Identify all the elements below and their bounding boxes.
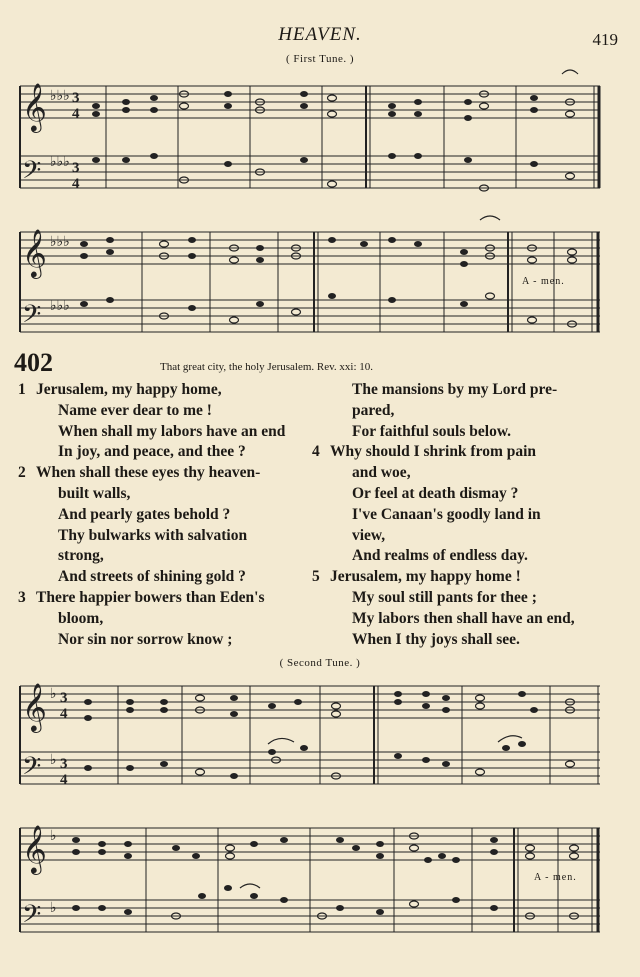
- svg-text:♭♭♭: ♭♭♭: [50, 235, 70, 250]
- verse-line: [312, 401, 604, 422]
- verse-line: [312, 484, 604, 505]
- verses-right-column: [312, 380, 604, 650]
- stanza-number: 2: [18, 464, 26, 482]
- stanza-number: [312, 463, 330, 484]
- verse-line: [18, 463, 308, 484]
- stanza-number: [312, 401, 330, 422]
- verse-text: Or feel at death dismay ?: [352, 484, 519, 502]
- verse-line: [18, 588, 308, 609]
- verse-text: My soul still pants for thee ;: [352, 588, 537, 606]
- stanza-number: [312, 609, 330, 630]
- verse-text: view,: [352, 526, 386, 544]
- svg-text:♭♭♭: ♭♭♭: [50, 89, 70, 104]
- svg-text:𝄢: 𝄢: [22, 753, 42, 786]
- second-tune-label: ( Second Tune. ): [279, 657, 361, 669]
- svg-text:♭♭♭: ♭♭♭: [50, 299, 70, 314]
- stanza-number: [18, 484, 36, 505]
- verse-text: There happier bowers than Eden's: [36, 588, 265, 606]
- first-tune-amen: A - men.: [522, 276, 565, 287]
- stanza-number: [312, 546, 330, 567]
- verse-line: [18, 442, 308, 463]
- verse-text: Jerusalem, my happy home !: [330, 568, 521, 586]
- stanza-number: 3: [18, 588, 26, 606]
- stanza-number: [312, 422, 330, 443]
- verse-line: [18, 380, 308, 401]
- verse-text: I've Canaan's goodly land in: [352, 505, 541, 523]
- svg-text:4: 4: [60, 772, 68, 788]
- stanza-number: [312, 588, 330, 609]
- svg-text:3: 3: [72, 160, 80, 176]
- verse-text: My labors then shall have an end,: [352, 609, 575, 627]
- page-number: 419: [592, 30, 618, 49]
- verse-line: [312, 588, 604, 609]
- stanza-number: [18, 422, 36, 443]
- svg-text:4: 4: [60, 706, 68, 722]
- stanza-number: [18, 442, 36, 463]
- verse-text: Why should I shrink from pain: [330, 443, 537, 461]
- svg-text:𝄢: 𝄢: [22, 301, 42, 334]
- stanza-number: [18, 546, 36, 567]
- music-system-1: [14, 66, 604, 208]
- verse-line: [312, 380, 604, 401]
- verse-line: [18, 422, 308, 443]
- svg-text:𝄢: 𝄢: [22, 901, 42, 934]
- verse-line: [18, 567, 308, 588]
- music-notation: [14, 212, 604, 350]
- verse-line: [18, 401, 308, 422]
- verse-line: [312, 463, 604, 484]
- stanza-number: 5: [312, 568, 320, 586]
- stanza-number: [312, 380, 330, 401]
- second-tune-amen: A - men.: [534, 872, 577, 883]
- verse-text: The mansions by my Lord pre-: [352, 381, 558, 398]
- verse-text: And realms of endless day.: [352, 547, 528, 565]
- stanza-number: [312, 526, 330, 547]
- verses-left-column: [18, 380, 308, 650]
- svg-text:𝄞: 𝄞: [22, 685, 47, 731]
- section-title: HEAVEN.: [278, 24, 362, 45]
- music-notation: [14, 66, 604, 208]
- svg-text:𝄞: 𝄞: [22, 827, 47, 873]
- verse-line: [18, 630, 308, 651]
- first-tune-label: ( First Tune. ): [285, 53, 355, 65]
- svg-text:♭: ♭: [50, 753, 57, 768]
- stanza-number: [312, 484, 330, 505]
- stanza-number: [312, 630, 330, 651]
- svg-text:♭: ♭: [50, 687, 57, 702]
- verse-line: [18, 484, 308, 505]
- verse-text: Nor sin nor sorrow know ;: [58, 630, 233, 648]
- verse-line: [312, 526, 604, 547]
- verse-text: When I thy joys shall see.: [352, 630, 520, 648]
- stanza-number: [18, 505, 36, 526]
- verse-text: built walls,: [58, 484, 131, 502]
- verse-text: and woe,: [352, 464, 411, 482]
- svg-text:♭: ♭: [50, 829, 57, 844]
- music-system-2: [14, 212, 604, 350]
- svg-text:4: 4: [72, 176, 80, 192]
- svg-text:𝄢: 𝄢: [22, 157, 42, 190]
- music-system-4: [14, 818, 604, 963]
- verse-line: [312, 630, 604, 651]
- verse-line: [312, 505, 604, 526]
- stanza-number: [312, 505, 330, 526]
- svg-text:𝄞: 𝄞: [22, 231, 47, 277]
- music-notation: [14, 818, 604, 963]
- verse-text: Name ever dear to me !: [58, 401, 212, 419]
- stanza-number: [18, 567, 36, 588]
- verse-line: [18, 546, 308, 567]
- verse-text: When shall these eyes thy heaven-: [36, 464, 261, 482]
- verse-line: [18, 609, 308, 630]
- stanza-number: [18, 609, 36, 630]
- verse-line: [312, 422, 604, 443]
- svg-text:𝄞: 𝄞: [22, 85, 47, 131]
- verse-text: strong,: [58, 547, 104, 565]
- stanza-number: [18, 401, 36, 422]
- verse-line: [312, 609, 604, 630]
- svg-text:3: 3: [72, 90, 80, 106]
- verse-text: For faithful souls below.: [352, 422, 512, 440]
- svg-text:3: 3: [60, 690, 68, 706]
- music-notation: [14, 668, 604, 808]
- stanza-number: 4: [312, 443, 320, 461]
- verse-text: And pearly gates behold ?: [58, 505, 231, 523]
- verse-line: [18, 505, 308, 526]
- verse-line: [18, 526, 308, 547]
- stanza-number: 1: [18, 381, 26, 398]
- svg-text:3: 3: [60, 756, 68, 772]
- verse-text: Thy bulwarks with salvation: [58, 526, 248, 544]
- verse-text: pared,: [352, 401, 395, 419]
- verse-text: When shall my labors have an end: [58, 422, 286, 440]
- verse-text: And streets of shining gold ?: [58, 568, 246, 586]
- svg-text:4: 4: [72, 106, 80, 122]
- verse-text: Jerusalem, my happy home,: [36, 381, 222, 398]
- music-system-3: [14, 668, 604, 808]
- svg-text:♭♭♭: ♭♭♭: [50, 155, 70, 170]
- verse-text: In joy, and peace, and thee ?: [58, 443, 246, 461]
- stanza-number: [18, 630, 36, 651]
- hymn-number: 402: [14, 348, 53, 377]
- verse-line: [312, 546, 604, 567]
- stanza-number: [18, 526, 36, 547]
- svg-text:♭: ♭: [50, 901, 57, 916]
- verse-line: [312, 442, 604, 463]
- scripture-reference: That great city, the holy Jerusalem. Rev. xxi: 10.: [160, 361, 374, 373]
- verse-text: bloom,: [58, 609, 104, 627]
- verse-line: [312, 567, 604, 588]
